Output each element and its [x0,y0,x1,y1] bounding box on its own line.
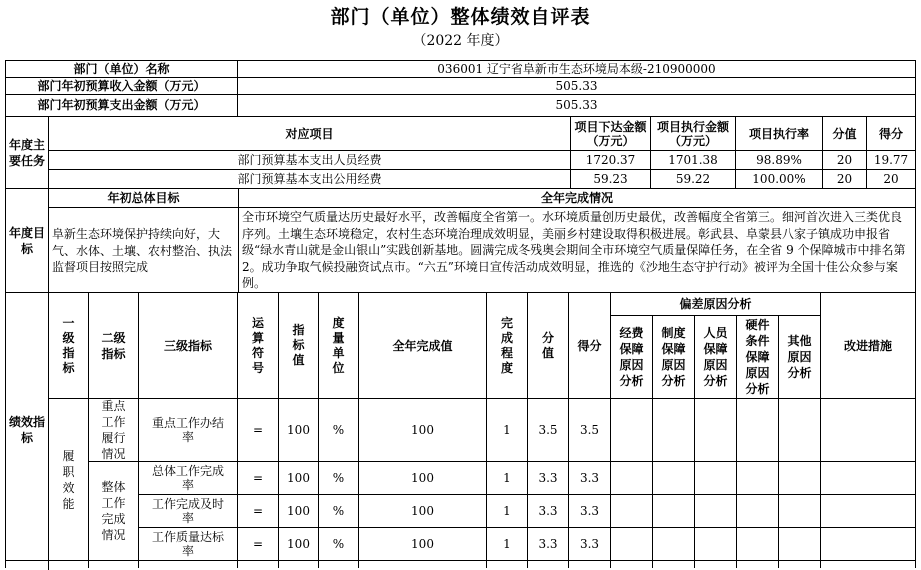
score-cell: 3.3 [579,471,600,485]
task-row-name: 部门预算基本支出公用经费 [237,171,382,186]
actual-cell: 100 [411,537,434,551]
dev-staff-header: 人员保障原因分析 [703,326,728,388]
dev-other-header: 其他原因分析 [787,334,812,380]
col-improve-header: 改进措施 [843,338,892,353]
deviation-header: 偏差原因分析 [679,297,752,311]
dev-system-header: 制度保障原因分析 [661,326,686,388]
task-row-executed: 1701.38 [668,152,718,167]
unit-cell: % [332,537,345,551]
operator-cell: = [252,423,264,437]
col-rate-header: 项目执行率 [748,126,809,141]
dev-hardware-header: 硬件条件保障原因分析 [745,318,770,396]
page-title: 部门（单位）整体绩效自评表 [330,6,591,28]
task-row-value: 20 [836,152,853,167]
grid-line [915,60,916,568]
degree-cell: 1 [503,423,511,437]
score-cell: 3.5 [579,423,600,437]
col-executed-header: 项目执行金额（万元） [656,119,729,148]
unit-cell: % [332,471,345,485]
task-row-value: 20 [836,171,853,186]
col-allocated-header: 项目下达金额（万元） [574,119,647,148]
col-target-header: 指标值 [292,323,305,367]
col-score-header: 得分 [577,338,602,353]
income-value: 505.33 [555,78,598,93]
indicator-cell: 工作质量达标率 [151,530,224,558]
level1-cell: 履职效能 [62,449,75,511]
col-value-header: 分值 [541,330,554,360]
task-row-score: 20 [883,171,899,186]
score-cell: 3.3 [579,537,600,551]
tasks-section-label: 年度主要任务 [8,137,45,168]
task-row-name: 部门预算基本支出人员经费 [237,152,382,167]
task-row-rate: 100.00% [752,171,806,186]
col-score-value-header: 分值 [832,126,857,141]
col-score-header: 得分 [878,126,903,141]
degree-cell: 1 [503,504,511,518]
income-label: 部门年初预算收入金额（万元） [37,78,206,93]
col-level3-header: 三级指标 [163,338,212,353]
col-level1-header: 一级指标 [62,315,75,375]
actual-cell: 100 [411,471,434,485]
value-cell: 3.5 [538,423,558,437]
task-row-allocated: 1720.37 [585,152,636,167]
col-operator-header: 运算符号 [251,315,264,375]
indicator-cell: 工作完成及时率 [151,497,224,525]
annual-result-text: 全市环境空气质量达历史最好水平，改善幅度全省第一。水环境质量创历史最优，改善幅度全省第三。细河首次进入三类优良序列。土壤生态环境稳定，农村生态环境治理成效明显，美丽乡村建设取得积极进展。彰武县、阜蒙县八家子镇成功申报省级“绿水青山就是金山银山”实践创新基地。圆满完成冬残奥会期间全市环境空气质量保障任务，在全省 9 个保障城市中排名第 2。成功争取气候投融资试点市。“六五”环境日宣传活动成效明显，推选的《沙地生态守护行动》被评为全国十佳公众参与案例。 [242,210,906,290]
dept-name-label: 部门（单位）名称 [73,61,170,76]
score-cell: 3.3 [579,504,600,518]
unit-cell: % [332,423,345,437]
col-unit-header: 度量单位 [332,315,345,375]
target-cell: 100 [287,537,310,551]
goals-section-label: 年度目标 [8,225,45,256]
task-row-score: 19.77 [873,152,909,167]
target-cell: 100 [287,423,310,437]
expense-value: 505.33 [555,98,598,112]
task-row-rate: 98.89% [756,152,802,167]
initial-goal-header: 年初总体目标 [107,191,180,205]
task-row-allocated: 59.23 [593,171,628,186]
unit-cell: % [332,504,345,518]
level2-cell: 整体工作完成情况 [101,480,126,542]
actual-cell: 100 [411,504,434,518]
initial-goal-text: 阜新生态环境保护持续向好，大气、水体、土壤、农村整治、执法监督项目按照完成 [52,227,233,274]
value-cell: 3.3 [538,504,558,518]
task-row-executed: 59.22 [675,171,711,186]
col-degree-header: 完成程度 [500,315,513,375]
col-actual-header: 全年完成值 [392,338,453,353]
dev-funding-header: 经费保障原因分析 [619,326,644,388]
grid-line [5,560,916,561]
operator-cell: = [252,471,264,485]
value-cell: 3.3 [538,471,558,485]
operator-cell: = [252,537,264,551]
indicator-cell: 总体工作完成率 [151,464,224,492]
target-cell: 100 [287,504,310,518]
indicator-cell: 重点工作办结率 [151,416,224,444]
dept-name-value: 036001 辽宁省阜新市生态环境局本级-210900000 [437,61,716,76]
operator-cell: = [252,504,264,518]
value-cell: 3.3 [538,537,558,551]
page-year: （2022 年度） [412,33,509,49]
perf-section-label: 绩效指标 [8,415,45,445]
expense-label: 部门年初预算支出金额（万元） [37,98,206,112]
degree-cell: 1 [503,537,511,551]
target-cell: 100 [287,471,310,485]
degree-cell: 1 [503,471,511,485]
annual-result-header: 全年完成情况 [540,191,613,205]
col-level2-header: 二级指标 [101,330,126,361]
actual-cell: 100 [411,423,434,437]
level2-cell: 重点工作履行情况 [101,399,126,461]
grid-line [48,207,915,208]
col-project-header: 对应项目 [285,126,334,141]
